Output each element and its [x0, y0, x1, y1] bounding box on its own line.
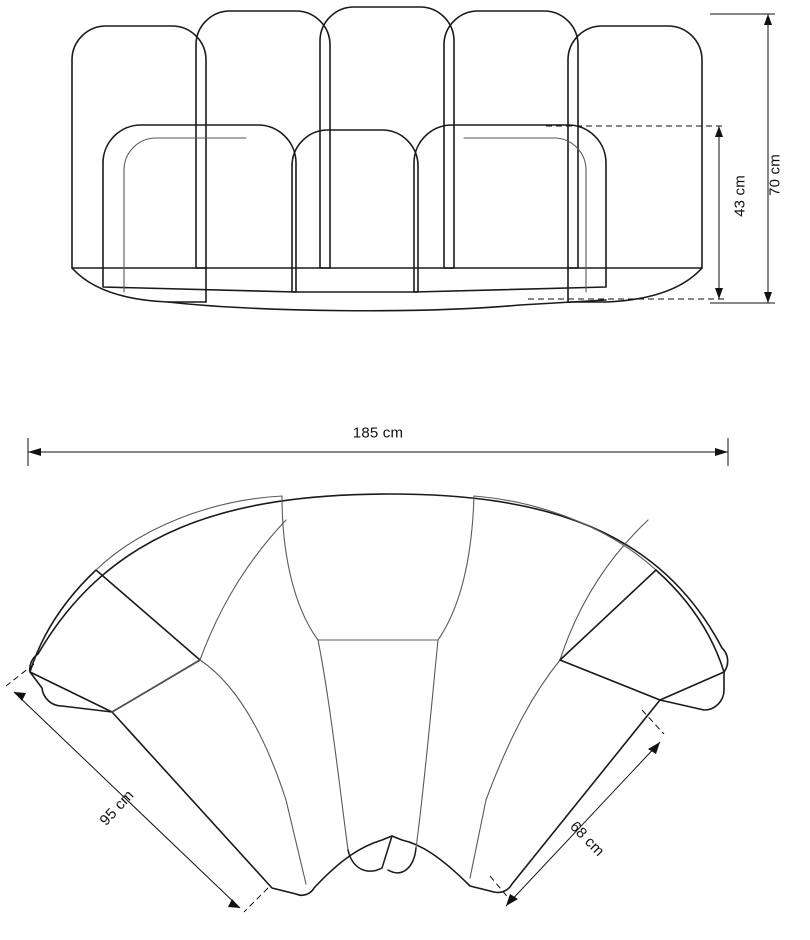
dimension-label-depth-right: 68 cm	[566, 818, 608, 860]
leader-95-start	[6, 664, 34, 686]
dimension-label-width-overall: 185 cm	[352, 424, 404, 442]
seat-cushion-inner-edges	[124, 138, 586, 292]
arrow-95-end	[228, 899, 240, 908]
front-elevation-dimensions	[528, 14, 775, 303]
front-elevation-view	[72, 7, 702, 311]
plan-dimensions	[6, 664, 664, 912]
dimension-label-depth-left: 95 cm	[96, 786, 138, 830]
arrow-70-top	[764, 14, 772, 25]
arrow-43-top	[715, 126, 723, 137]
plan-module-right-outer	[560, 570, 724, 700]
width-dimension-185	[28, 438, 728, 466]
leader-68-end	[490, 876, 510, 900]
arrow-185-left	[28, 448, 41, 456]
arrow-95-start	[14, 692, 26, 701]
seat-cushions-front	[103, 125, 606, 292]
arrow-43-bottom	[715, 288, 723, 299]
plan-outer-silhouette	[30, 494, 728, 895]
top-plan-view	[30, 494, 728, 895]
arrow-70-bottom	[764, 292, 772, 303]
dimension-label-height-total: 70 cm	[766, 154, 784, 196]
leader-68-start	[642, 710, 664, 734]
leader-95-end	[244, 888, 268, 912]
arrow-185-right	[715, 448, 728, 456]
plan-module-left-outer	[30, 570, 200, 712]
dimension-label-seat-height: 43 cm	[731, 175, 749, 217]
